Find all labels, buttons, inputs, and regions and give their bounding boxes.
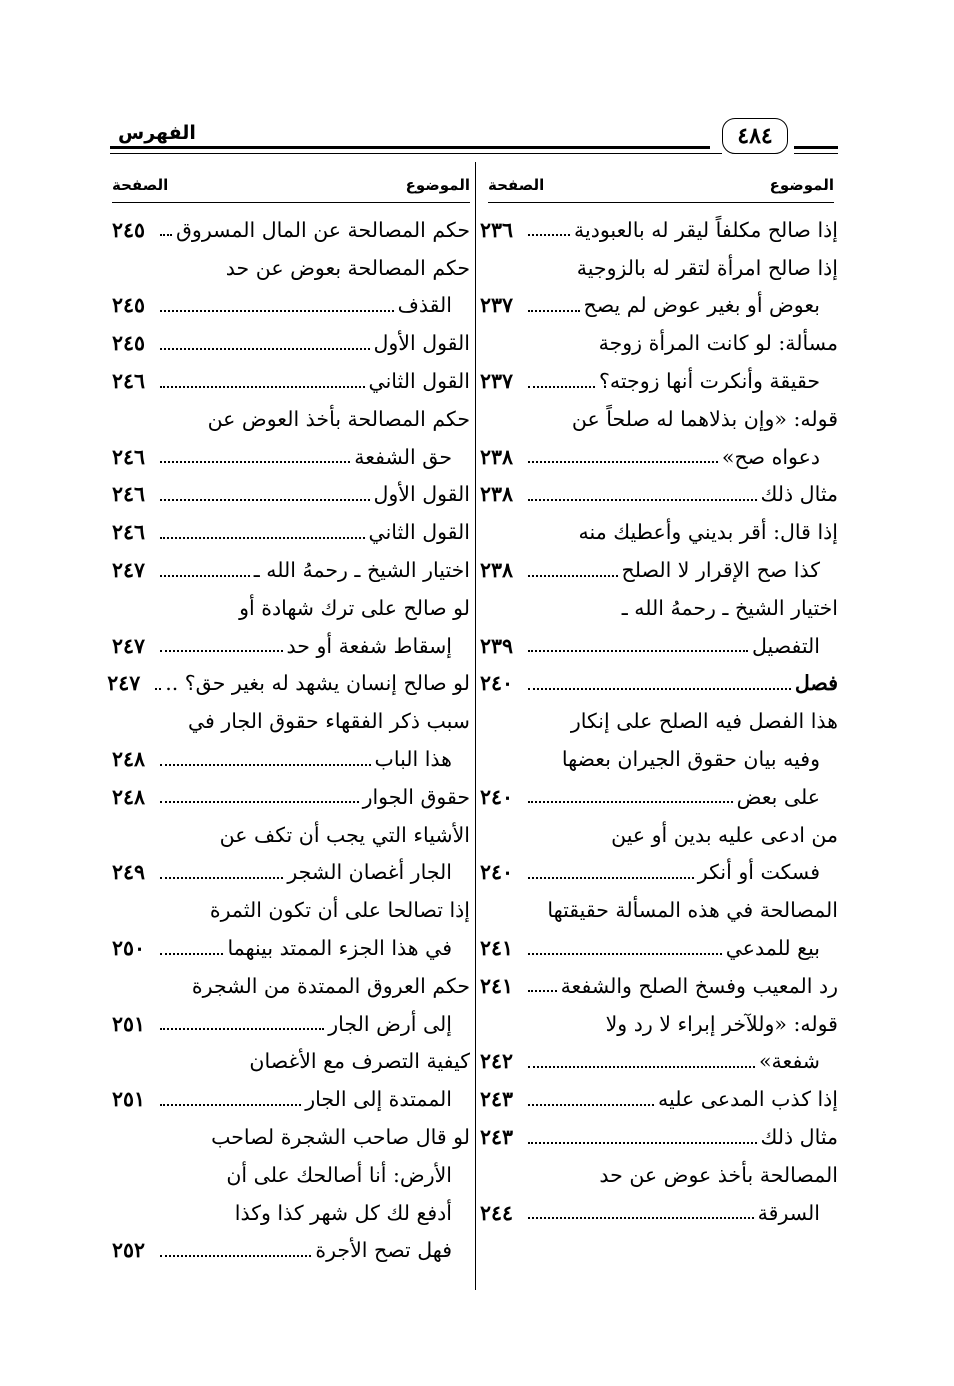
index-entry [480, 702, 838, 740]
leader-dots [160, 536, 365, 539]
index-entry [112, 438, 470, 476]
index-entry [112, 1194, 470, 1232]
entry-page-number: ٢٤٦ [112, 444, 146, 469]
entry-page-number: ٢٣٨ [480, 482, 514, 507]
entry-text: دعواه صح» [721, 444, 820, 469]
entry-text: فصل [794, 671, 838, 696]
leader-dots [528, 1141, 757, 1144]
index-entry [480, 551, 838, 589]
entry-text: الممتدة إلى الجار [305, 1087, 452, 1112]
entry-page-number: ٢٤١ [480, 936, 514, 961]
index-entry [480, 967, 838, 1005]
entry-page-number: ٢٤٦ [112, 482, 146, 507]
entry-text: القول الأول [373, 331, 470, 356]
entry-text: فسكت أو أنكر [697, 860, 820, 885]
entry-page-number: ٢٣٧ [480, 369, 514, 394]
entry-text: رد المعيب وفسخ الصلح والشفعة [560, 973, 838, 998]
entry-text: على بعض [736, 784, 820, 809]
index-entry [112, 400, 470, 438]
entry-text: الجار أغصان الشجر [287, 860, 452, 885]
index-entry [480, 1194, 838, 1232]
column-header [112, 168, 470, 203]
index-entry [480, 1080, 838, 1118]
entry-page-number: ٢٤٢ [480, 1049, 514, 1074]
entry-text: بعوض أو بغير عوض لم يصح [583, 293, 820, 318]
entry-text: في هذا الجزء الممتد بينهما [227, 936, 452, 961]
leader-dots [528, 1216, 754, 1219]
index-entry [112, 589, 470, 627]
entry-text: إسقاط شفعة أو حد [286, 633, 452, 658]
entry-page-number: ٢٥٢ [112, 1238, 146, 1263]
leader-dots [160, 1027, 324, 1030]
entry-page-number: ٢٤٧ [112, 558, 146, 583]
index-entry [112, 1232, 470, 1270]
entry-text: القول الثاني [368, 520, 470, 545]
leader-dots [528, 800, 733, 803]
entry-list [107, 211, 470, 1269]
index-entry [480, 740, 838, 778]
index-entry [112, 287, 470, 325]
entry-text: وفيه بيان حقوق الجيران بعضها [561, 747, 820, 772]
index-entry [480, 778, 838, 816]
index-entry [480, 1005, 838, 1043]
leader-dots [528, 574, 618, 577]
index-entry [480, 513, 838, 551]
entry-page-number: ٢٤٨ [112, 784, 146, 809]
index-entry [112, 362, 470, 400]
column-divider [475, 162, 476, 1290]
page-number: ٤٨٤ [722, 118, 788, 154]
index-entry [112, 929, 470, 967]
index-entry [480, 287, 838, 325]
entry-text: كيفية التصرف مع الأغصان [249, 1049, 470, 1074]
index-entry [480, 1043, 838, 1081]
entry-page-number: ٢٤٥ [112, 293, 146, 318]
leader-dots [528, 498, 757, 501]
index-entry [480, 589, 838, 627]
index-entry [480, 929, 838, 967]
index-entry [112, 513, 470, 551]
page-title: الفهرس [118, 122, 196, 144]
entry-text: إذا كذب المدعى عليه [658, 1087, 838, 1112]
page-header-label: الصفحة [112, 176, 169, 194]
index-entry [112, 1005, 470, 1043]
entry-text: السرقة [757, 1200, 820, 1225]
entry-text: المصالحة في هذه المسألة حقيقتها [547, 898, 838, 923]
leader-dots [528, 1065, 755, 1068]
entry-page-number: ٢٤٠ [480, 671, 514, 696]
entry-text: قوله: «وللآخر إبراء لا رد ولا [605, 1011, 838, 1036]
entry-text: مسألة: لو كانت المرأة زوجة [598, 331, 838, 356]
entry-text: حكم المصالحة بأخذ العوض عن [207, 406, 470, 431]
page-header [110, 112, 838, 158]
entry-text: القول الثاني [368, 369, 470, 394]
index-entry [480, 816, 838, 854]
header-rule [794, 146, 838, 149]
index-entry [112, 740, 470, 778]
entry-text: إذا صالح مكلفاً ليقر له بالعبودية [574, 217, 838, 242]
entry-text: مثال ذلك [760, 482, 838, 507]
entry-page-number: ٢٤٩ [112, 860, 146, 885]
leader-dots [528, 460, 718, 463]
index-entry [112, 211, 470, 249]
index-entry [112, 1118, 470, 1156]
entry-page-number: ٢٤٥ [112, 217, 146, 242]
index-column-right [480, 168, 838, 1232]
leader-dots [160, 952, 223, 955]
entry-page-number: ٢٤٦ [112, 369, 146, 394]
index-entry [480, 891, 838, 929]
leader-dots [160, 876, 283, 879]
entry-text: حكم المصالحة عن المال المسروق [176, 217, 470, 242]
entry-text: من ادعى عليه بدين أو عين [611, 822, 838, 847]
index-entry [480, 854, 838, 892]
leader-dots [160, 649, 283, 652]
entry-text: الأرض: أنا أصالحك على أن [226, 1162, 452, 1187]
column-header [488, 168, 834, 203]
index-entry [112, 1156, 470, 1194]
index-entry [480, 324, 838, 362]
entry-text: حق الشفعة [354, 444, 452, 469]
entry-page-number: ٢٤٣ [480, 1125, 514, 1150]
entry-page-number: ٢٤٥ [112, 331, 146, 356]
index-entry [480, 249, 838, 287]
entry-text: لو قال صاحب الشجرة لصاحب [211, 1125, 470, 1150]
entry-text: سبب ذكر الفقهاء حقوق الجار في [187, 709, 470, 734]
entry-text: لو صالح على ترك شهادة أو [239, 595, 470, 620]
entry-page-number: ٢٣٨ [480, 444, 514, 469]
leader-dots [160, 574, 250, 577]
entry-text: كذا صح الإقرار لا الصلح [621, 558, 820, 583]
leader-dots [160, 1254, 311, 1257]
header-rule [110, 146, 710, 149]
entry-page-number: ٢٣٩ [480, 633, 514, 658]
entry-text: اختيار الشيخ ـ رحمهُ الله ـ [621, 595, 838, 620]
index-column-left [107, 168, 470, 1269]
leader-dots [160, 1103, 301, 1106]
entry-text: الأشياء التي يجب أن تكف عن [219, 822, 470, 847]
leader-dots [528, 876, 694, 879]
index-entry [112, 324, 470, 362]
entry-page-number: ٢٤٠ [480, 860, 514, 885]
entry-page-number: ٢٤٣ [480, 1087, 514, 1112]
index-entry [112, 551, 470, 589]
leader-dots [160, 800, 359, 803]
entry-page-number: ٢٤٤ [480, 1200, 514, 1225]
index-entry [112, 891, 470, 929]
entry-text: أدفع لك كل شهر كذا وكذا [234, 1200, 452, 1225]
index-entry [480, 476, 838, 514]
index-entry [480, 665, 838, 703]
entry-page-number: ٢٤٠ [480, 784, 514, 809]
entry-page-number: ٢٤٦ [112, 520, 146, 545]
leader-dots [160, 309, 394, 312]
leader-dots [160, 233, 172, 236]
index-entry [112, 476, 470, 514]
entry-text: القول الأول [373, 482, 470, 507]
entry-text: حكم العروق الممتدة من الشجرة [191, 973, 470, 998]
topic-header: الموضوع [405, 176, 470, 194]
index-entry [480, 1118, 838, 1156]
leader-dots [160, 347, 370, 350]
entry-page-number: ٢٥٠ [112, 936, 146, 961]
entry-text: فهل تصح الأجرة [315, 1238, 452, 1263]
entry-page-number: ٢٤٧ [112, 633, 146, 658]
index-entry [112, 967, 470, 1005]
entry-text: هذا الباب [374, 747, 452, 772]
entry-text: بيع للمدعي [725, 936, 820, 961]
index-entry [480, 362, 838, 400]
entry-text: إذا قال: أقر بديني وأعطيك منه [578, 520, 838, 545]
entry-text: القذف [397, 293, 452, 318]
page-header-label: الصفحة [488, 176, 545, 194]
entry-page-number: ٢٥١ [112, 1087, 146, 1112]
leader-dots [160, 498, 370, 501]
entry-text: شفعة» [759, 1049, 820, 1074]
entry-page-number: ٢٥١ [112, 1011, 146, 1036]
entry-page-number: ٢٤١ [480, 973, 514, 998]
entry-text: إذا صالح امرأة لتقر له بالزوجية [576, 255, 838, 280]
index-entry [112, 778, 470, 816]
header-rule [110, 153, 722, 154]
entry-text: لو صالح إنسان يشهد له بغير حق؟ .. [165, 671, 470, 696]
index-entry [480, 438, 838, 476]
entry-text: حقوق الجوار [362, 784, 470, 809]
leader-dots [160, 460, 350, 463]
entry-text: مثال ذلك [760, 1125, 838, 1150]
index-entry [112, 627, 470, 665]
leader-dots [155, 687, 161, 690]
index-entry [480, 211, 838, 249]
index-entry [112, 1080, 470, 1118]
leader-dots [528, 309, 580, 312]
index-entry [112, 1043, 470, 1081]
leader-dots [528, 687, 791, 690]
index-entry [112, 249, 470, 287]
index-entry [112, 854, 470, 892]
entry-text: حقيقة وأنكرت أنها زوجته؟ [599, 369, 820, 394]
leader-dots [528, 233, 570, 236]
entry-text: المصالحة بأخذ عوض عن حد [599, 1162, 838, 1187]
entry-text: هذا الفصل فيه الصلح على إنكار [570, 709, 838, 734]
entry-page-number: ٢٣٦ [480, 217, 514, 242]
entry-page-number: ٢٣٧ [480, 293, 514, 318]
leader-dots [160, 385, 365, 388]
topic-header: الموضوع [769, 176, 834, 194]
leader-dots [528, 385, 595, 388]
index-entry [112, 816, 470, 854]
entry-list [480, 211, 838, 1232]
entry-text: قوله: «وإن بذلاهما له صلحاً عن [571, 406, 838, 431]
leader-dots [528, 1103, 654, 1106]
entry-page-number: ٢٤٧ [107, 671, 141, 696]
index-entry [112, 702, 470, 740]
entry-text: التفصيل [752, 633, 820, 658]
header-rule [794, 153, 838, 154]
entry-text: اختيار الشيخ ـ رحمهُ الله ـ [253, 558, 470, 583]
leader-dots [160, 763, 371, 766]
index-entry [480, 400, 838, 438]
index-entry [480, 1156, 838, 1194]
index-entry [480, 627, 838, 665]
entry-text: إذا تصالحا على أن تكون الثمرة [209, 898, 470, 923]
leader-dots [528, 649, 748, 652]
index-entry [107, 665, 470, 703]
entry-text: حكم المصالحة بعوض عن حد [225, 255, 470, 280]
entry-text: إلى أرض الجار [328, 1011, 452, 1036]
entry-page-number: ٢٣٨ [480, 558, 514, 583]
leader-dots [528, 952, 722, 955]
leader-dots [528, 989, 557, 992]
entry-page-number: ٢٤٨ [112, 747, 146, 772]
